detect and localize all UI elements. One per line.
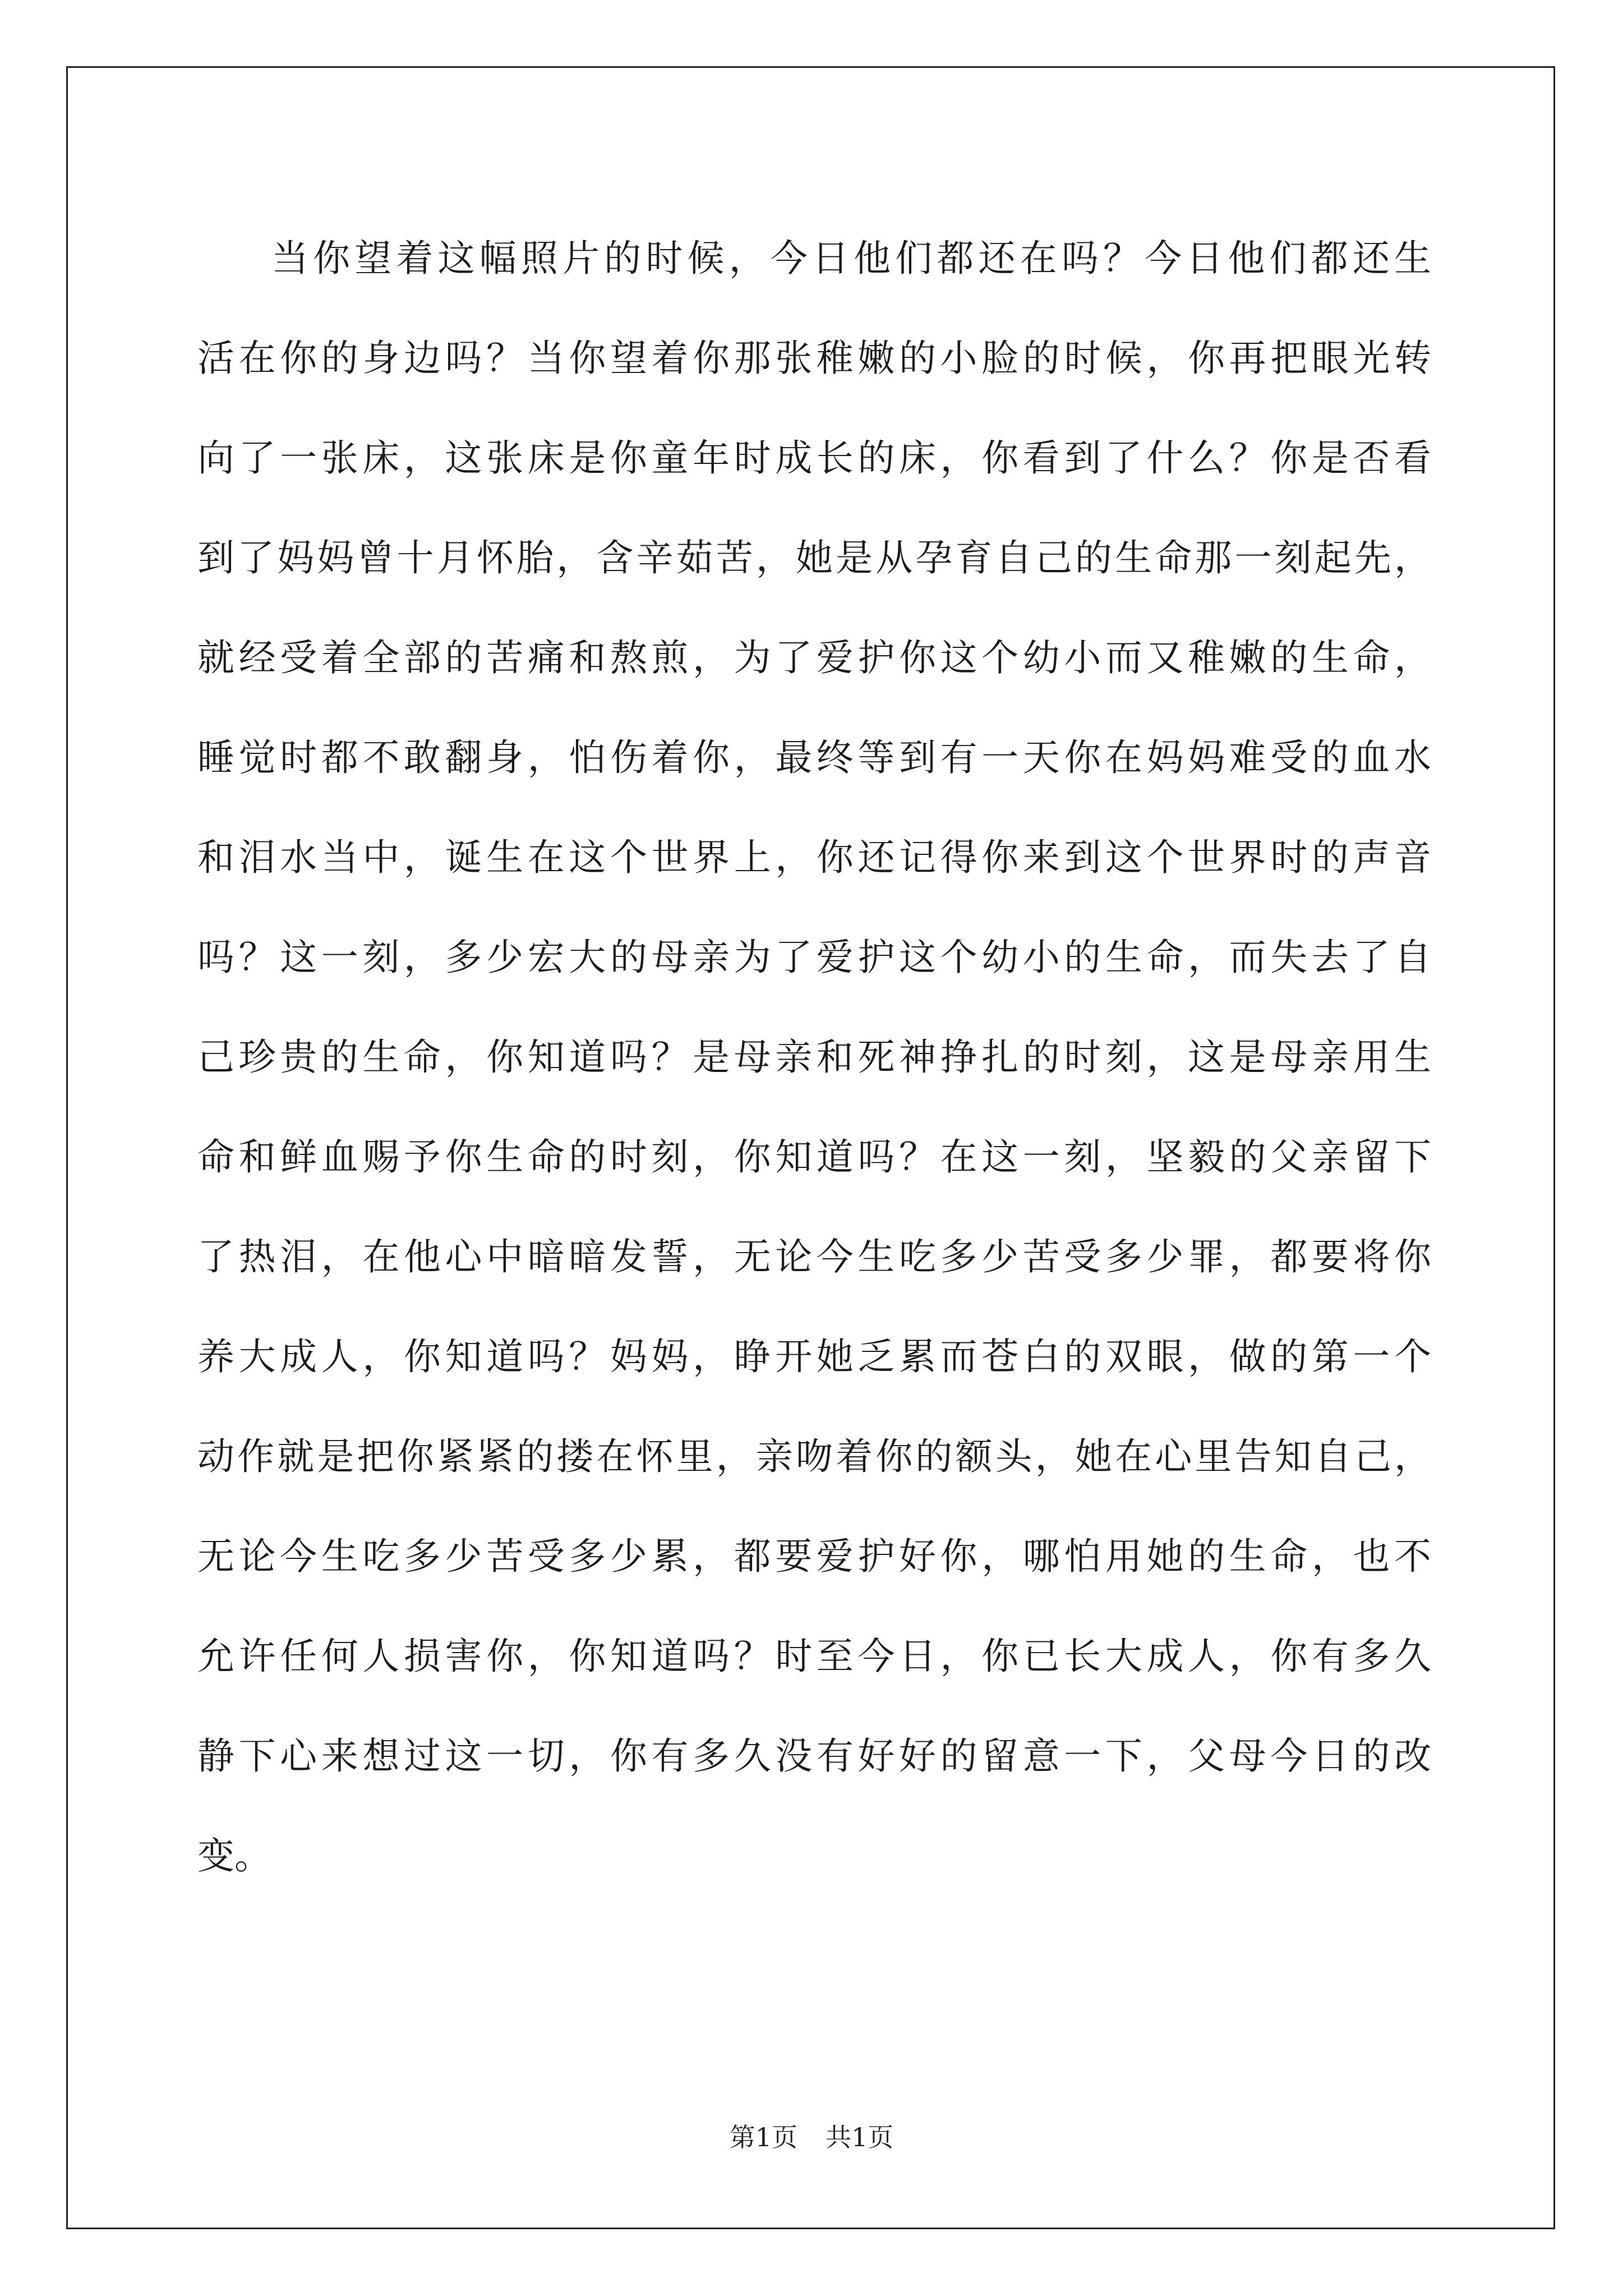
text-line-10: 命和鲜血赐予你生命的时刻，你知道吗？在这一刻，坚毅的父亲留下 bbox=[197, 1135, 1431, 1179]
text-line-5: 就经受着全部的苦痛和熬煎，为了爱护你这个幼小而又稚嫩的生命， bbox=[197, 636, 1431, 679]
text-line-16: 静下心来想过这一切，你有多久没有好好的留意一下，父母今日的改 bbox=[197, 1734, 1431, 1778]
text-line-17: 变。 bbox=[197, 1834, 271, 1878]
text-line-8: 吗？这一刻，多少宏大的母亲为了爱护这个幼小的生命，而失去了自 bbox=[197, 936, 1431, 979]
text-line-12: 养大成人，你知道吗？妈妈，睁开她乏累而苍白的双眼，做的第一个 bbox=[197, 1335, 1431, 1378]
text-line-3: 向了一张床，这张床是你童年时成长的床，你看到了什么？你是否看 bbox=[197, 436, 1431, 480]
text-line-11: 了热泪，在他心中暗暗发誓，无论今生吃多少苦受多少罪，都要将你 bbox=[197, 1235, 1431, 1278]
text-line-15: 允许任何人损害你，你知道吗？时至今日，你已长大成人，你有多久 bbox=[197, 1635, 1431, 1678]
text-line-13: 动作就是把你紧紧的搂在怀里，亲吻着你的额头，她在心里告知自己， bbox=[197, 1435, 1431, 1478]
text-line-7: 和泪水当中，诞生在这个世界上，你还记得你来到这个世界时的声音 bbox=[197, 836, 1431, 879]
page-footer bbox=[0, 2120, 1623, 2154]
text-line-9: 己珍贵的生命，你知道吗？是母亲和死神挣扎的时刻，这是母亲用生 bbox=[197, 1036, 1431, 1079]
text-line-4: 到了妈妈曾十月怀胎，含辛茹苦，她是从孕育自己的生命那一刻起先， bbox=[197, 536, 1431, 579]
page-number: 第1页 bbox=[729, 2122, 797, 2152]
text-line-14: 无论今生吃多少苦受多少累，都要爱护好你，哪怕用她的生命，也不 bbox=[197, 1535, 1431, 1578]
text-line-6: 睡觉时都不敢翻身，怕伤着你，最终等到有一天你在妈妈难受的血水 bbox=[197, 736, 1431, 779]
text-line-2: 活在你的身边吗？当你望着你那张稚嫩的小脸的时候，你再把眼光转 bbox=[197, 337, 1431, 380]
text-line-1: 当你望着这幅照片的时候，今日他们都还在吗？今日他们都还生 bbox=[271, 237, 1431, 280]
page-total: 共1页 bbox=[826, 2122, 894, 2152]
document-body bbox=[197, 209, 1431, 1906]
